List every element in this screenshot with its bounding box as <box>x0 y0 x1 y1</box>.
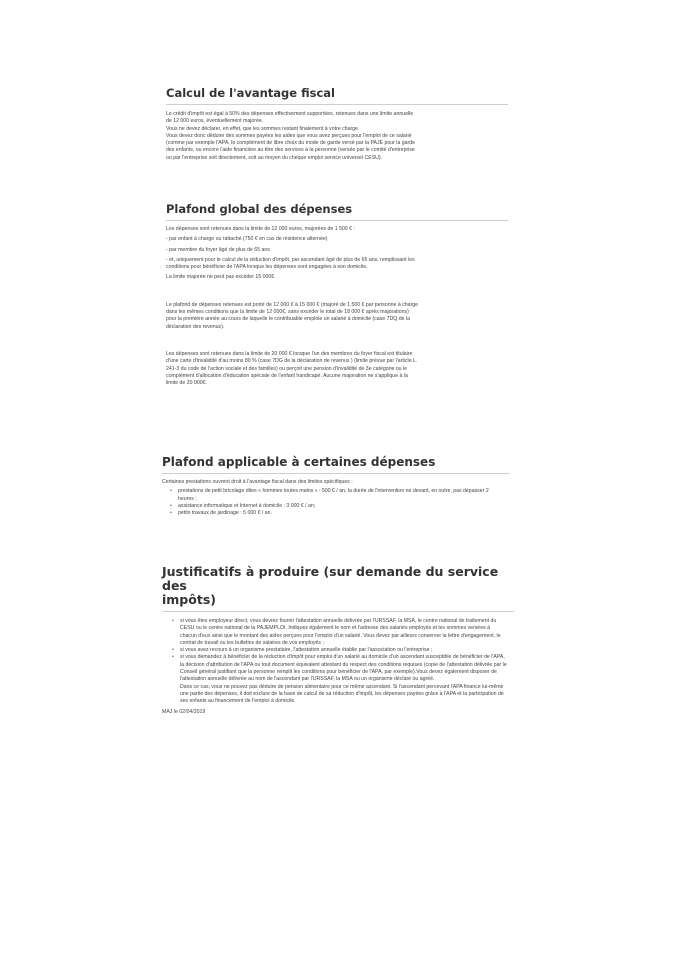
list-item: • si vous êtes employeur direct, vous devrez fournir l'attestation annuelle délivrée par l'URSSAF, la MSA, le centre national de traitement du CESU ou le centre national de la PAJEMPLOI. Indiquez également le nom et l'adresse des salariés employés et les sommes versées à chacun d'eux ainsi que le montant des aides perçues pour l'emploi d'un salarié. Vous devez par ailleurs conserver la lettre d'engagement, le contrat de travail ou les bulletins de salaires de vos employés ; <box>180 618 508 647</box>
text-line: 241-3 du code de l'action sociale et des familles) ou perçoit une pension d'invalidité de 3e catégorie ou le <box>166 365 408 372</box>
section-plafond-certaines <box>162 455 510 517</box>
text-line: Vous ne devez déclarer, en effet, que les sommes restant finalement à votre charge. <box>166 125 360 132</box>
text-line: dans les mêmes conditions que la limite de 12 000€, sans excéder le total de 18 000 € après majorations) <box>166 309 409 316</box>
title-line: Justificatifs à produire (sur demande du service des <box>162 564 499 593</box>
text-line: ou par l'entreprise soit directement, soit au moyen du chèque emploi service universel CESU). <box>166 154 383 161</box>
section-plafond-global <box>166 202 508 387</box>
list-item: • petits travaux de jardinage : 5 000 € / an. <box>178 510 510 517</box>
text-line: La limite majorée ne peut pas excéder 15 000€. <box>166 274 276 281</box>
text-line: - par enfant à charge ou rattaché (750 € en cas de résidence alternée) <box>166 236 328 243</box>
text-line: de 12 000 euros, éventuellement majorée. <box>166 118 264 125</box>
section-title-calcul: Calcul de l'avantage fiscal <box>166 86 335 100</box>
text-line: - et, uniquement pour le calcul de la réduction d'impôt, par ascendant âgé de plus de 65 ans, remplissant les <box>166 256 415 263</box>
text-line: Le crédit d'impôt est égal à 50% des dépenses effectivement supportées, retenues dans une limite annuelle <box>166 111 414 117</box>
text-line: Les dépenses sont retenues dans la limite de 12 000 euros, majorées de 1 500 € : <box>166 226 355 232</box>
text-line: déclaration des revenus). <box>166 323 225 330</box>
update-date: MAJ le 02/04/2019 <box>162 708 206 715</box>
text-line: - par membre du foyer âgé de plus de 65 ans <box>166 246 270 253</box>
list-item: • si vous demandez à bénéficier de la réduction d'impôt pour emploi d'un salarié au domicile d'un ascendant susceptible de bénéficier de l'APA, la décision d'attribution de l'APA ou tout document équivalent attestant du respect des conditions requises (copie de l'attestation délivrée par le Conseil général justifiant que la personne remplit les conditions pour bénéficier de l'APA, par exemple).Vous devez également disposer de l'attestation annuelle délivrée au nom de l'ascendant par l'URSSAF, la MSA ou un organisme déclaré ou agréé. <box>180 654 508 683</box>
text-line: conditions pour bénéficier de l'APA lorsque les dépenses sont engagées à son domicile, <box>166 264 368 271</box>
text-line: Le plafond de dépenses retenues est porté de 12 000 € à 15 000 € (majoré de 1 500 € par personne à charge <box>166 301 419 308</box>
list-item: • assistance informatique et Internet à domicile : 3 000 € / an; <box>178 503 510 510</box>
text-block: Dans ce cas, vous ne pouvez pas déduire de pension alimentaire pour ce même ascendant. Si l'ascendant percevant l'APA finance lui-même une partie des dépenses, il doit exclure de la base de calcul de sa réduction d'impôt, les dépenses payées grâce à l'APA et la participation de ses enfants au financement de l'emploi à domicile. <box>180 683 504 705</box>
text-line: Vous devez donc déduire des sommes payées les aides que vous avez perçues pour l'emploi de ce salarié <box>166 132 412 139</box>
text-line: Les dépenses sont retenues dans la limite de 20 000 € lorsque l'un des membres du foyer fiscal est titulaire <box>166 350 413 357</box>
text-line: (comme par exemple l'APA, le complément de libre choix du mode de garde versé par la PAJE pour la garde <box>166 140 416 147</box>
section-calcul <box>166 86 508 162</box>
section-justificatifs <box>162 565 514 716</box>
text-line: complément d'allocation d'éducation spéciale de l'enfant handicapé. Aucune majoration ne s'applique à la <box>166 372 408 379</box>
title-line: impôts) <box>162 592 216 607</box>
text-line: des enfants, ou encore l'aide financière au titre des services à la personne (versée par le comité d'entreprise <box>166 147 415 154</box>
section-title-plafond-global: Plafond global des dépenses <box>166 202 353 216</box>
section-title-justificatifs <box>162 565 514 607</box>
text-line: limite de 20 000€. <box>166 380 207 387</box>
text-line: d'une carte d'invalidité d'au moins 80 % (case 7DG de la déclaration de revenus ) (limite prévue par l'article L. <box>166 358 418 365</box>
section-title-plafond-certaines: Plafond applicable à certaines dépenses <box>162 455 436 469</box>
bullet-list <box>162 618 514 684</box>
list-item: • si vous avez recours à un organisme prestataire, l'attestation annuelle établie par l'association ou l'entreprise ; <box>180 647 480 654</box>
text-line: pour la première année au cours de laquelle le contribuable emploie un salarié à domicile (case 7DQ de la <box>166 316 410 323</box>
text-line: Certaines prestations ouvrent droit à l'avantage fiscal dans des limites spécifiques : <box>162 479 353 485</box>
bullet-list <box>162 488 510 517</box>
list-item: • prestations de petit bricolage dites « hommes toutes mains » : 500 € / an, la durée de l'intervention ne devant, en outre, pas dépasser 2 heures ; <box>178 488 498 503</box>
